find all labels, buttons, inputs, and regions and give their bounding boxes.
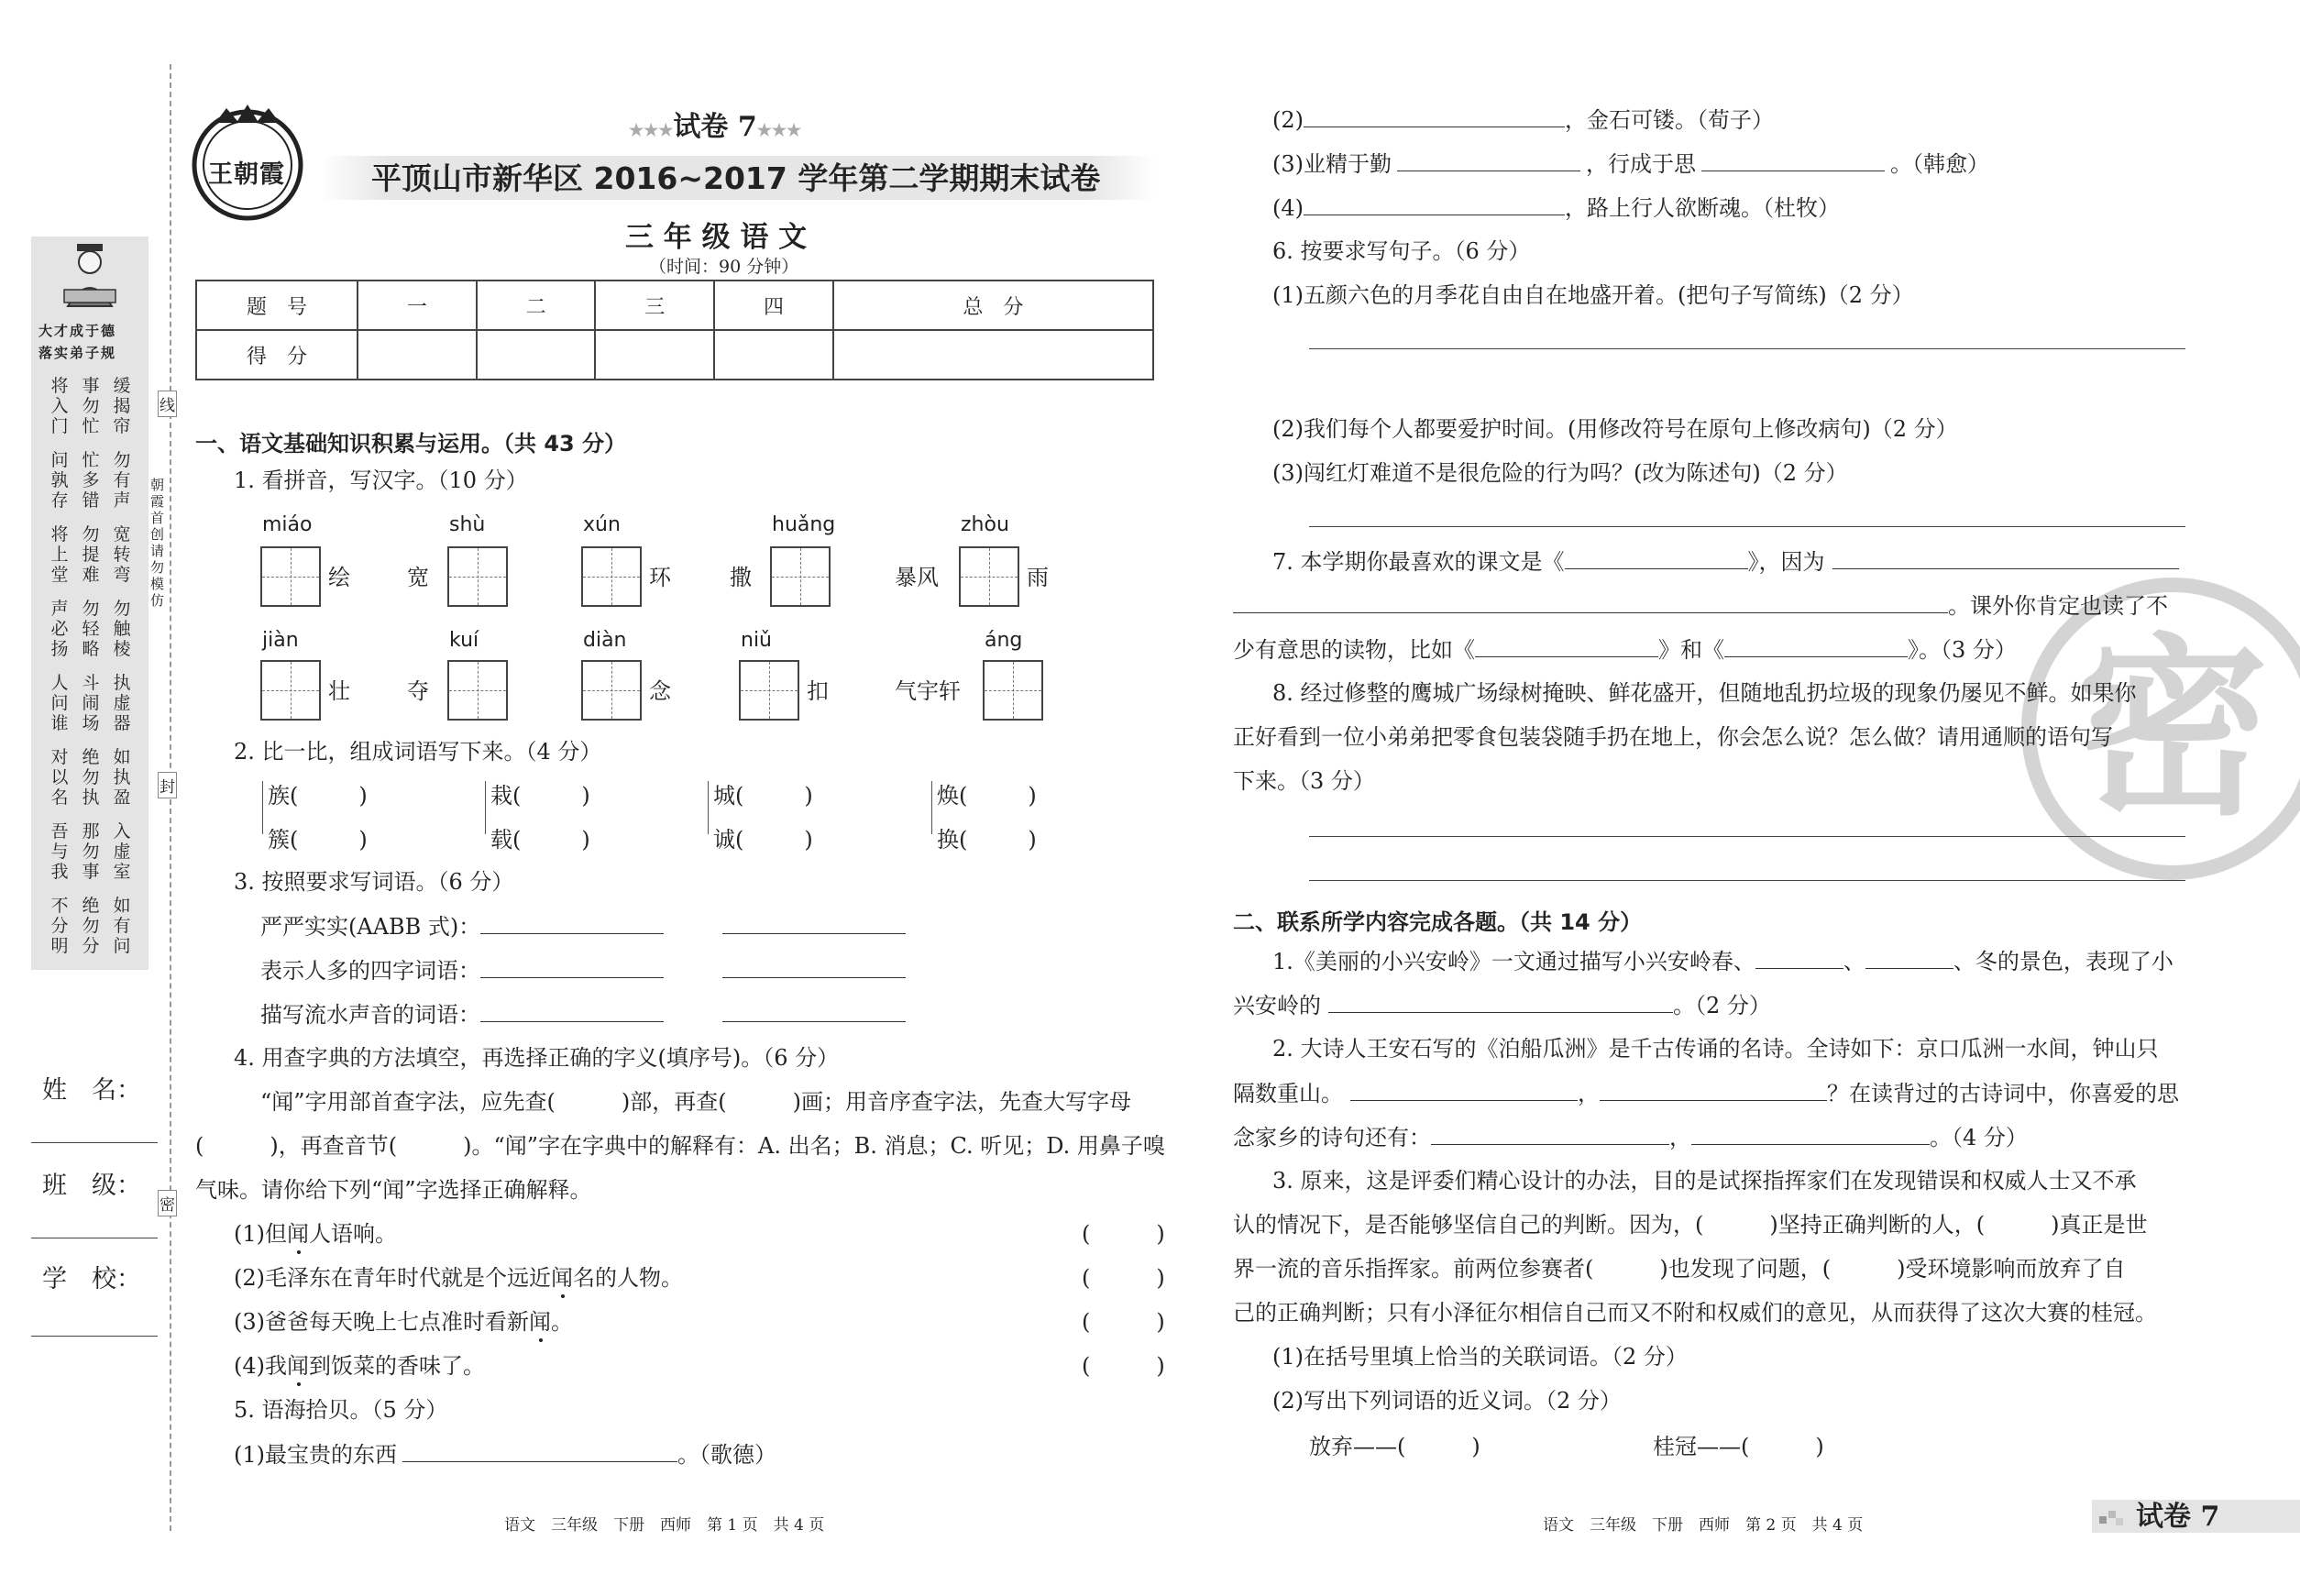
sidebar-rule-column: 宽转弯 <box>113 524 131 585</box>
q4-item-text: (4)我 <box>234 1353 287 1379</box>
sidebar-rule-column: 勿有声 <box>113 450 131 511</box>
tian-grid-box[interactable] <box>983 660 1043 721</box>
question-8-line-2: 正好看到一位小弟弟把零食包装袋随手扔在地上，你会怎么说？怎么做？请用通顺的语句写 <box>1233 724 2113 750</box>
q4-item-text: 人语响。 <box>309 1221 397 1247</box>
q4-text-line-2: ( )，再查音节( )。“闻”字在字典中的解释有：A. 出名；B. 消息；C. 听见；D. 用鼻子嗅 <box>195 1133 1165 1159</box>
answer-blank[interactable] <box>722 915 906 934</box>
paper-tag: ★★★试卷 7★★★ <box>629 111 802 143</box>
sidebar-rule-column: 勿提难 <box>82 524 100 585</box>
answer-paren[interactable]: ( ) <box>1082 1353 1165 1379</box>
fold-word-3: 密 <box>158 1190 177 1216</box>
compare-paren-close: ) <box>358 827 368 853</box>
tian-grid-box[interactable] <box>739 660 799 721</box>
score-header-cell: 题 号 <box>196 281 358 330</box>
answer-blank[interactable] <box>1832 550 2179 569</box>
compare-char: 焕( <box>937 783 968 809</box>
answer-line[interactable] <box>1309 348 2185 349</box>
q6-item-1: (1)五颜六色的月季花自由自在地盛开着。(把句子写简练)（2 分） <box>1272 282 1914 308</box>
exam-title: 平顶山市新华区 2016~2017 学年第二学期期末试卷 <box>371 160 1101 196</box>
fold-word-2: 封 <box>158 772 177 798</box>
pinyin-suffix: 壮 <box>328 678 350 704</box>
emphasized-char: 闻 <box>529 1309 551 1335</box>
q4-text-line-3: 气味。请你给下列“闻”字选择正确解释。 <box>195 1177 592 1203</box>
pinyin-label: huǎng <box>772 513 836 536</box>
class-label: 班 级： <box>42 1172 141 1200</box>
answer-blank[interactable] <box>1565 550 1748 569</box>
q4-text-line-1: “闻”字用部首查字法，应先查( )部，再查( )画；用音序查字法，先查大写字母 <box>260 1089 1131 1115</box>
answer-blank[interactable] <box>1397 152 1580 171</box>
score-row-label: 得 分 <box>196 330 358 380</box>
score-input-cell[interactable] <box>477 330 596 380</box>
s2-q2-line-3: 念家乡的诗句还有： ， 。（4 分） <box>1233 1125 2028 1150</box>
r-item-3: (3)业精于勤 ，行成于思 。（韩愈） <box>1272 151 1989 177</box>
answer-blank[interactable] <box>722 959 906 978</box>
answer-blank[interactable] <box>480 959 664 978</box>
r-item-2: (2) ，金石可镂。（荀子） <box>1272 107 1774 133</box>
corner-squares-icon <box>2099 1507 2123 1525</box>
compare-item[interactable] <box>713 785 813 807</box>
answer-blank[interactable] <box>1350 1082 1578 1101</box>
page-footer-left: 语文 三年级 下册 西师 第 1 页 共 4 页 <box>504 1516 825 1535</box>
compare-char: 栽( <box>490 783 522 809</box>
compare-char: 换( <box>937 827 968 853</box>
star-icon: ★★★ <box>756 121 802 140</box>
pinyin-suffix: 念 <box>649 678 671 704</box>
pinyin-prefix: 宽 <box>407 565 429 590</box>
compare-char: 簇( <box>268 827 299 853</box>
sidebar-note: 朝霞首创 请勿模仿 <box>150 477 165 609</box>
answer-line[interactable] <box>1309 526 2185 527</box>
sidebar-rule-column: 问孰存 <box>50 450 69 511</box>
compare-item[interactable] <box>937 829 1037 851</box>
sidebar-rules <box>31 369 149 964</box>
pinyin-label: jiàn <box>262 629 299 652</box>
answer-blank[interactable] <box>1475 638 1658 657</box>
s2-q1-line-2: 兴安岭的 。（2 分） <box>1233 993 1771 1018</box>
sidebar-rule-column: 事勿忙 <box>82 376 100 436</box>
s2-q3-sub-2: (2)写出下列词语的近义词。（2 分） <box>1272 1388 1622 1414</box>
answer-blank[interactable] <box>722 1003 906 1022</box>
score-header-cell: 二 <box>477 281 596 330</box>
q4-item-text: 。 <box>551 1309 573 1335</box>
answer-blank[interactable] <box>402 1443 677 1462</box>
score-input-cell[interactable] <box>595 330 714 380</box>
answer-blank[interactable] <box>1328 994 1673 1013</box>
star-icon: ★★★ <box>629 121 674 140</box>
question-7-line-1: 7. 本学期你最喜欢的课文是《 》，因为 <box>1272 550 2179 573</box>
pinyin-label: xún <box>583 513 621 536</box>
pinyin-label: niǔ <box>741 629 772 652</box>
compare-item[interactable] <box>490 829 590 851</box>
answer-blank[interactable] <box>1431 1126 1669 1145</box>
answer-blank[interactable] <box>1304 108 1565 127</box>
name-line <box>31 1142 158 1143</box>
score-table-header-row <box>196 281 1153 330</box>
question-7-line-3: 少有意思的读物，比如《 》和《 》。（3 分） <box>1233 637 2017 663</box>
q5-item-1: (1)最宝贵的东西 。（歌德） <box>234 1442 776 1468</box>
q4-item-text: (2)毛泽东在青年时代就是个远近 <box>234 1265 551 1291</box>
score-input-cell[interactable] <box>833 330 1153 380</box>
subject-title: 三 年 级 语 文 <box>625 221 808 254</box>
q4-item-text: 名的人物。 <box>573 1265 683 1291</box>
pinyin-prefix: 撒 <box>730 565 752 590</box>
pinyin-suffix: 绘 <box>328 565 350 590</box>
sidebar-rule-column: 如有问 <box>113 896 131 956</box>
q3-item-3: 描写流水声音的词语： <box>260 1003 906 1026</box>
corner-tag: 试卷 7 <box>2136 1501 2220 1533</box>
score-header-cell: 四 <box>714 281 833 330</box>
answer-blank[interactable] <box>1724 638 1908 657</box>
q4-item-text: (3)爸爸每天晚上七点准时看新 <box>234 1309 529 1335</box>
sidebar-rule-column: 入虚室 <box>113 821 131 882</box>
q6-item-2: (2)我们每个人都要爱护时间。(用修改符号在原句上修改病句)（2 分） <box>1272 416 1958 442</box>
question-4: 4. 用查字典的方法填空，再选择正确的字义(填序号)。（6 分） <box>234 1045 840 1071</box>
compare-paren-close: ) <box>1028 827 1037 853</box>
score-input-cell[interactable] <box>714 330 833 380</box>
q4-item-text: (1)但 <box>234 1221 287 1247</box>
pinyin-prefix: 夺 <box>407 678 429 704</box>
s2-q3-line-1: 3. 原来，这是评委们精心设计的办法，目的是试探指挥家们在发现错误和权威人士又不承 <box>1272 1168 2137 1194</box>
compare-char: 诚( <box>713 827 744 853</box>
answer-line[interactable] <box>1309 880 2185 881</box>
pinyin-label: diàn <box>583 629 627 652</box>
compare-paren-close: ) <box>1028 783 1037 809</box>
q3-item-1: 严严实实(AABB 式)： <box>260 915 906 938</box>
tian-grid-box[interactable] <box>770 546 831 607</box>
synonym-1: 放弃——( ) <box>1309 1434 1480 1459</box>
sidebar-rule-column: 勿触棱 <box>113 599 131 659</box>
sidebar-rule-column: 声必扬 <box>50 599 69 659</box>
compare-item[interactable] <box>937 785 1037 807</box>
answer-paren[interactable]: ( ) <box>1082 1265 1165 1291</box>
tian-grid-box[interactable] <box>260 660 321 721</box>
compare-item[interactable] <box>490 785 590 807</box>
question-8-line-1: 8. 经过修整的鹰城广场绿树掩映、鲜花盛开，但随地乱扔垃圾的现象仍屡见不鲜。如果你 <box>1272 680 2137 706</box>
q3-item-2: 表示人多的四字词语： <box>260 959 906 982</box>
sidebar-panel <box>31 237 149 970</box>
question-2: 2. 比一比，组成词语写下来。（4 分） <box>234 739 602 765</box>
sidebar-rule-column: 忙多错 <box>82 450 100 511</box>
pinyin-suffix: 环 <box>649 565 671 590</box>
compare-paren-close: ) <box>804 783 813 809</box>
compare-paren-close: ) <box>358 783 368 809</box>
brand-logo <box>188 103 307 222</box>
answer-paren[interactable]: ( ) <box>1082 1309 1165 1335</box>
sidebar-rule-column: 绝勿分 <box>82 896 100 956</box>
sidebar-rule-column: 斗闹场 <box>82 673 100 733</box>
sidebar-rule-column: 吾与我 <box>50 821 69 882</box>
q4-item <box>234 1223 397 1245</box>
pinyin-label: zhòu <box>961 513 1009 536</box>
compare-paren-close: ) <box>581 827 590 853</box>
answer-blank[interactable] <box>1865 950 1953 969</box>
watermark-seal: 密 <box>2021 578 2300 880</box>
answer-blank[interactable] <box>480 1003 664 1022</box>
pinyin-suffix: 扣 <box>807 678 829 704</box>
answer-paren[interactable]: ( ) <box>1082 1221 1165 1247</box>
question-7-line-2: 。课外你肯定也读了不 <box>1233 594 2168 617</box>
page-footer-right: 语文 三年级 下册 西师 第 2 页 共 4 页 <box>1543 1516 1864 1535</box>
tian-grid-box[interactable] <box>959 546 1019 607</box>
score-table-score-row <box>196 330 1153 380</box>
compare-item[interactable] <box>268 785 368 807</box>
question-3: 3. 按照要求写词语。（6 分） <box>234 869 514 895</box>
q4-item-text: 到饭菜的香味了。 <box>309 1353 485 1379</box>
sidebar-slogan-2: 落实弟子规 <box>39 345 117 361</box>
score-header-cell: 一 <box>358 281 477 330</box>
r-item-4: (4) ，路上行人欲断魂。（杜牧） <box>1272 195 1840 221</box>
answer-blank[interactable] <box>1755 950 1843 969</box>
pinyin-label: kuí <box>449 629 479 652</box>
sidebar-rule-column: 勿轻略 <box>82 599 100 659</box>
scholar-figure-icon <box>59 242 121 315</box>
tian-grid-box[interactable] <box>447 660 508 721</box>
question-6: 6. 按要求写句子。（6 分） <box>1272 238 1531 264</box>
compare-char: 城( <box>713 783 744 809</box>
sidebar-rule-column: 那勿事 <box>82 821 100 882</box>
exam-time: （时间：90 分钟） <box>649 257 799 277</box>
question-5: 5. 语海拾贝。（5 分） <box>234 1397 448 1423</box>
answer-blank[interactable] <box>1691 1126 1930 1145</box>
synonym-2: 桂冠——( ) <box>1653 1434 1824 1459</box>
pinyin-prefix: 气宇轩 <box>895 678 961 704</box>
section-1-heading: 一、语文基础知识积累与运用。（共 43 分） <box>195 431 627 457</box>
fold-word-1: 线 <box>158 391 177 417</box>
score-table <box>195 280 1154 380</box>
s2-q1-line-1: 1.《美丽的小兴安岭》一文通过描写小兴安岭春、 、 、冬的景色，表现了小 <box>1272 949 2173 974</box>
score-header-cell: 总 分 <box>833 281 1153 330</box>
school-line <box>31 1336 158 1337</box>
question-1: 1. 看拼音，写汉字。（10 分） <box>234 468 528 493</box>
pinyin-label: áng <box>985 629 1023 652</box>
compare-paren-close: ) <box>804 827 813 853</box>
sidebar-rule-column: 缓揭帘 <box>113 376 131 436</box>
answer-blank[interactable] <box>1600 1082 1827 1101</box>
s2-q3-line-2: 认的情况下，是否能够坚信自己的判断。因为，( )坚持正确判断的人，( )真正是世 <box>1233 1212 2148 1238</box>
emphasized-char: 闻 <box>551 1265 573 1291</box>
compare-char: 族( <box>268 783 299 809</box>
tian-grid-box[interactable] <box>581 546 642 607</box>
tian-grid-box[interactable] <box>260 546 321 607</box>
name-label: 姓 名： <box>42 1076 141 1105</box>
tian-grid-box[interactable] <box>447 546 508 607</box>
compare-char: 载( <box>490 827 522 853</box>
emphasized-char: 闻 <box>287 1221 309 1247</box>
s2-q3-line-4: 己的正确判断；只有小泽征尔相信自己而又不附和权威们的意见，从而获得了这次大赛的桂冠。 <box>1233 1300 2157 1326</box>
score-input-cell[interactable] <box>358 330 477 380</box>
answer-blank[interactable] <box>480 915 664 934</box>
pinyin-label: miáo <box>262 513 313 536</box>
school-label: 学 校： <box>42 1265 141 1293</box>
answer-line[interactable] <box>1309 836 2185 837</box>
pinyin-prefix: 暴风 <box>895 565 939 590</box>
q4-item <box>234 1267 683 1289</box>
sidebar-rule-column: 人问谁 <box>50 673 69 733</box>
section-2-heading: 二、联系所学内容完成各题。（共 14 分） <box>1233 909 1643 935</box>
pinyin-label: shù <box>449 513 486 536</box>
score-header-cell: 三 <box>595 281 714 330</box>
sidebar-slogan-1: 大才成于德 <box>39 323 117 339</box>
compare-item[interactable] <box>713 829 813 851</box>
answer-blank[interactable] <box>1233 594 1948 613</box>
emphasized-char: 闻 <box>287 1353 309 1379</box>
q6-item-3: (3)闯红灯难道不是很危险的行为吗？(改为陈述句)（2 分） <box>1272 460 1848 486</box>
s2-q3-sub-1: (1)在括号里填上恰当的关联词语。（2 分） <box>1272 1344 1688 1370</box>
sidebar-rule-column: 不分明 <box>50 896 69 956</box>
compare-item[interactable] <box>268 829 368 851</box>
sidebar-rule-column: 将入门 <box>50 376 69 436</box>
s2-q2-line-1: 2. 大诗人王安石写的《泊船瓜洲》是千古传诵的名诗。全诗如下：京口瓜洲一水间，钟山只 <box>1272 1036 2159 1062</box>
tian-grid-box[interactable] <box>581 660 642 721</box>
pinyin-suffix: 雨 <box>1027 565 1049 590</box>
sidebar-rule-column: 对以名 <box>50 747 69 808</box>
sidebar-rule-column: 执虚器 <box>113 673 131 733</box>
answer-blank[interactable] <box>1701 152 1885 171</box>
question-8-line-3: 下来。（3 分） <box>1233 768 1375 794</box>
sidebar-rule-column: 将上堂 <box>50 524 69 585</box>
s2-q2-line-2: 隔数重山。 ， ？在读背过的古诗词中，你喜爱的思 <box>1233 1081 2179 1106</box>
sidebar-rule-column: 如执盈 <box>113 747 131 808</box>
sidebar-rule-column: 绝勿执 <box>82 747 100 808</box>
answer-blank[interactable] <box>1304 196 1565 215</box>
s2-q3-line-3: 界一流的音乐指挥家。前两位参赛者( )也发现了问题，( )受环境影响而放弃了自 <box>1233 1256 2126 1282</box>
compare-paren-close: ) <box>581 783 590 809</box>
q4-item <box>234 1311 573 1333</box>
logo-text: 王朝霞 <box>208 160 285 189</box>
q4-item <box>234 1355 485 1377</box>
